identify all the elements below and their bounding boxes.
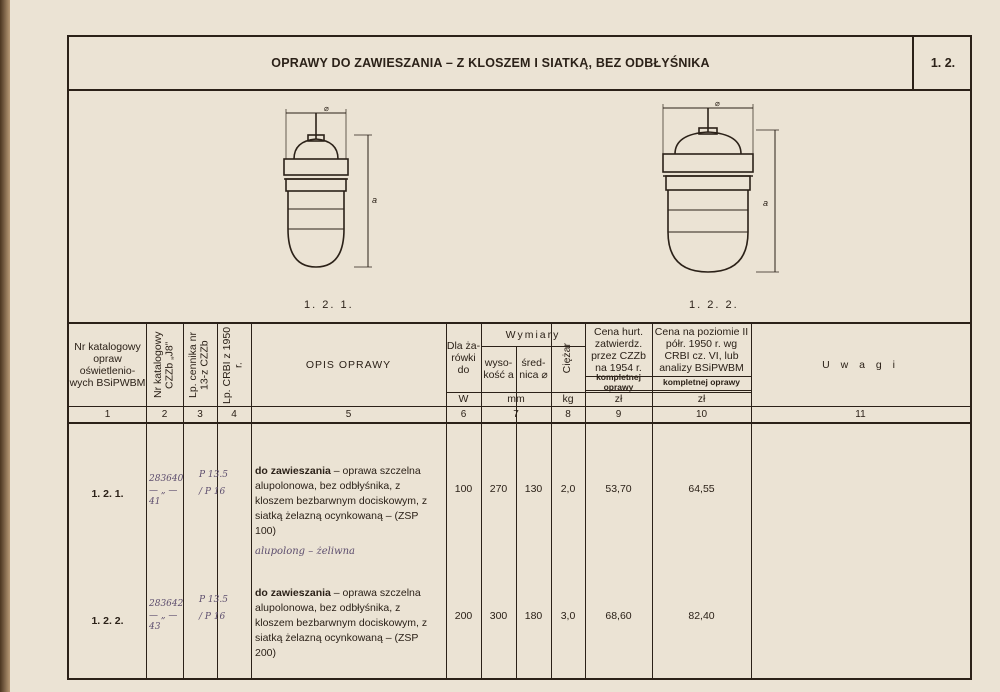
header-remarks: U w a g i [822, 358, 899, 371]
unit-kg: kg [562, 392, 574, 405]
row1-catalog-number: 1. 2. 1. [91, 487, 124, 500]
header-bulb: Dla ża-rówki do [446, 339, 481, 377]
row1-desc-text: – oprawa szczelna alupolonowa, bez odbłyśnika, z kloszem bezbarwnym dociskowym, z siatką żelazną ocynkowaną – (ZSP 100) [255, 465, 428, 537]
fixture-label-2: 1. 2. 2. [689, 299, 739, 311]
header-description: OPIS OPRAWY [305, 358, 392, 371]
row1-desc-bold: do zawieszania [255, 465, 331, 477]
row2-desc-bold: do zawieszania [255, 587, 331, 599]
header-col2-wrap [146, 324, 183, 406]
header-col3-wrap [183, 324, 217, 406]
row1-handwritten-pricelist: P 13.5 / P 16 [199, 470, 228, 498]
header-price-1950: Cena na poziomie II półr. 1950 r. wg CRBI cz. VI, lub analizy BSiPWBM [654, 325, 749, 375]
book-binding [0, 0, 10, 692]
row2-handwritten-czzb: 283642 — „ — 43 [149, 599, 184, 633]
colnum-1: 1 [104, 408, 111, 420]
row1-price-1950: 64,55 [688, 483, 715, 495]
header-price-1950-sub: kompletnej oprawy [663, 377, 740, 388]
table-frame [67, 35, 972, 680]
fixture1-dim-diameter: ⌀ [324, 104, 329, 113]
colnum-6: 6 [460, 408, 467, 420]
row2-desc-text: – oprawa szczelna alupolonowa, bez odbłyśnika, z kloszem bezbarwnym dociskowym, z siatką żelazną ocynkowaną – (ZSP 200) [255, 587, 428, 659]
header-pricelist-number: Lp. cennika nr 13-z CZZb [187, 332, 211, 398]
row1-price-1954: 53,70 [605, 483, 632, 495]
colnum-10: 10 [695, 408, 708, 420]
fixture-label-1: 1. 2. 1. [304, 299, 354, 311]
unit-zl-1950: zł [697, 392, 706, 405]
header-price-1954: Cena hurt. zatwierdz. przez CZZb na 1954 r. [591, 325, 646, 375]
fixture2-dim-height: a [763, 198, 769, 208]
drawings-area [69, 89, 970, 322]
header-col8-wrap [551, 324, 585, 392]
unit-mm: mm [507, 392, 525, 405]
colnum-9: 9 [615, 408, 622, 420]
row2-height: 300 [489, 610, 508, 622]
header-price-1954-sub: kompletnej oprawy [596, 372, 641, 392]
row-divider [69, 422, 970, 424]
row2-price-1950: 82,40 [688, 610, 715, 622]
colnum-4: 4 [231, 408, 237, 420]
row2-handwritten-pricelist: P 13.5 / P 16 [199, 595, 228, 623]
header-col4-wrap [217, 324, 251, 406]
row2-description [255, 586, 435, 661]
fixture-drawing-2 [641, 94, 791, 284]
row1-diameter: 130 [524, 483, 543, 495]
row2-diameter: 180 [524, 610, 543, 622]
unit-watt: W [458, 392, 469, 405]
header-height: wyso-kość a [483, 356, 514, 381]
page-title: OPRAWY DO ZAWIESZANIA – Z KLOSZEM I SIATKĄ, BEZ ODBŁYŚNIKA [271, 56, 710, 70]
section-number: 1. 2. [912, 37, 972, 89]
fixture-drawing-1 [264, 99, 404, 279]
row2-weight: 3,0 [560, 610, 576, 622]
colnum-7: 7 [513, 408, 519, 420]
header-weight: Ciężar [561, 342, 574, 374]
colnum-11: 11 [855, 408, 866, 420]
row1-watt: 100 [454, 483, 473, 495]
colnum-2: 2 [161, 408, 168, 420]
handwritten-note: alupolong – żeliwna [255, 546, 355, 557]
row1-description [255, 464, 435, 539]
row1-height: 270 [489, 483, 508, 495]
colnum-3: 3 [197, 408, 203, 420]
header-czzb-number: Nr katalogowy CZZb „J8” [151, 331, 176, 399]
row2-catalog-number: 1. 2. 2. [91, 614, 124, 627]
row1-handwritten-czzb: 283640 — „ — 41 [149, 474, 184, 508]
fixture1-dim-height: a [372, 195, 378, 205]
fixture2-dim-diameter: ⌀ [715, 99, 720, 108]
header-dimensions: Wymiary [505, 328, 561, 341]
unit-zl-1954: zł [614, 392, 623, 405]
spec-table [69, 322, 970, 680]
catalog-page [10, 0, 1000, 692]
colnum-8: 8 [565, 408, 571, 420]
colnum-5: 5 [345, 408, 352, 420]
header-crbi-number: Lp. CRBI z 1950 r. [221, 326, 245, 404]
row2-price-1954: 68,60 [605, 610, 632, 622]
header-diameter: śred-nica ⌀ [519, 356, 548, 381]
title-row [69, 37, 970, 91]
row1-weight: 2,0 [560, 483, 576, 495]
header-catalog-number: Nr katalogowy opraw oświetlenio-wych BSiPWBM [69, 340, 146, 390]
row2-watt: 200 [454, 610, 473, 622]
